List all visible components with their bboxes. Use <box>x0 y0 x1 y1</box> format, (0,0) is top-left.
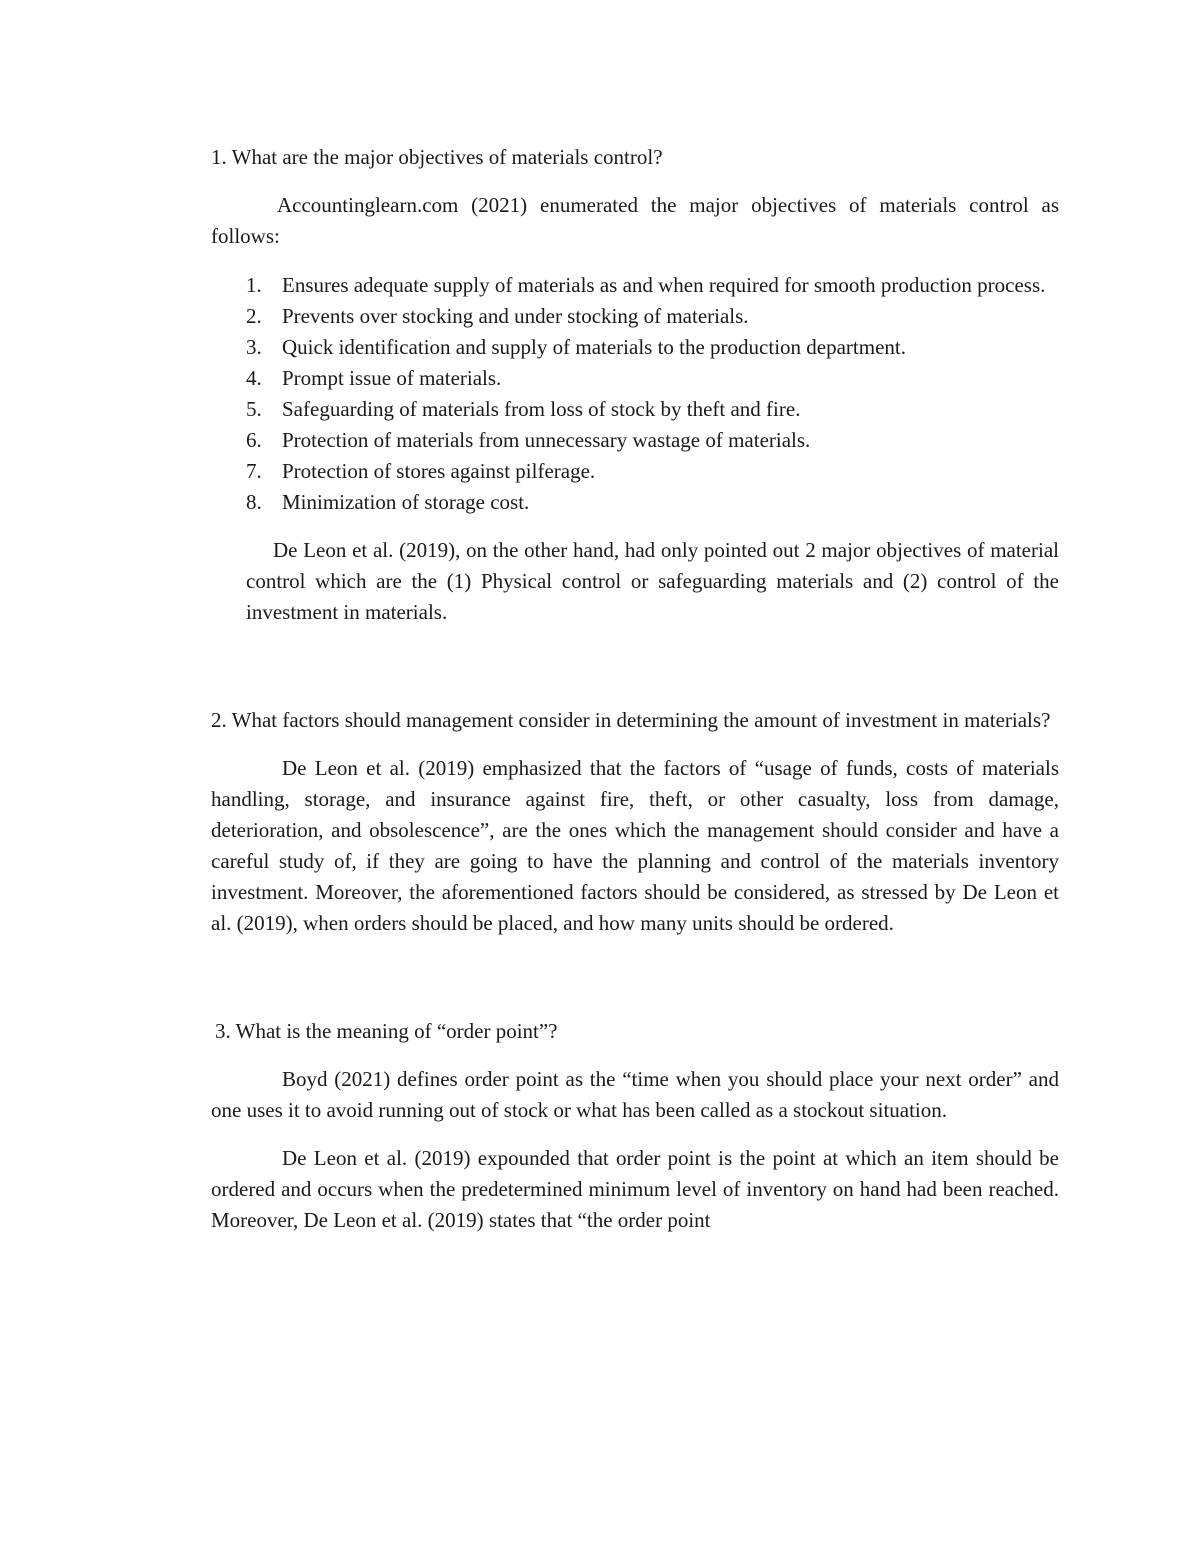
list-item-number: 3. <box>246 335 262 359</box>
list-item-number: 8. <box>246 490 262 514</box>
list-item-text: Protection of materials from unnecessary wastage of materials. <box>282 428 811 452</box>
list-item-number: 6. <box>246 428 262 452</box>
list-item-number: 5. <box>246 397 262 421</box>
question-3-answer-1: Boyd (2021) defines order point as the “time when you should place your next order” and one uses it to avoid running out of stock or what has been called as a stockout situation. <box>211 1067 1059 1122</box>
list-item-text: Ensures adequate supply of materials as and when required for smooth production process. <box>282 273 1046 297</box>
list-item <box>211 270 1059 301</box>
list-item-number: 4. <box>246 366 262 390</box>
list-item <box>211 301 1059 332</box>
list-item <box>211 456 1059 487</box>
list-item-text: Protection of stores against pilferage. <box>282 459 596 483</box>
list-item-number: 1. <box>246 273 262 297</box>
list-item <box>211 332 1059 363</box>
list-item-text: Safeguarding of materials from loss of stock by theft and fire. <box>282 397 801 421</box>
list-item-text: Prompt issue of materials. <box>282 366 502 390</box>
list-item-text: Quick identification and supply of materials to the production department. <box>282 335 907 359</box>
question-3-answer-2: De Leon et al. (2019) expounded that order point is the point at which an item should be ordered and occurs when the predetermined minimum level of inventory on hand had been reached. Moreover, De Leon et al. (2019) states that “the order point <box>211 1146 1059 1232</box>
list-item-text: Minimization of storage cost. <box>282 490 530 514</box>
list-item <box>211 425 1059 456</box>
list-item-text: Prevents over stocking and under stocking of materials. <box>282 304 749 328</box>
question-1-closing: De Leon et al. (2019), on the other hand, had only pointed out 2 major objectives of material control which are the (1) Physical control or safeguarding materials and (2) control of the investment in materials. <box>246 538 1059 624</box>
question-1: 1. What are the major objectives of materials control? <box>211 145 663 169</box>
question-1-intro: Accountinglearn.com (2021) enumerated the major objectives of materials control as follows: <box>211 193 1059 248</box>
list-item <box>211 394 1059 425</box>
list-item-number: 7. <box>246 459 262 483</box>
question-2: 2. What factors should management consider in determining the amount of investment in materials? <box>211 708 1051 732</box>
question-3: 3. What is the meaning of “order point”? <box>215 1019 558 1043</box>
question-2-answer: De Leon et al. (2019) emphasized that the factors of “usage of funds, costs of materials handling, storage, and insurance against fire, theft, or other casualty, loss from damage, deterioration, and obsolescence”, are the ones which the management should consider and have a careful study of, if they are going to have the planning and control of the materials inventory investment. Moreover, the aforementioned factors should be considered, as stressed by De Leon et al. (2019), when orders should be placed, and how many units should be ordered. <box>211 756 1059 935</box>
list-item-number: 2. <box>246 304 262 328</box>
objectives-list <box>211 270 1059 518</box>
document-body <box>211 142 1059 1236</box>
list-item <box>211 487 1059 518</box>
list-item <box>211 363 1059 394</box>
